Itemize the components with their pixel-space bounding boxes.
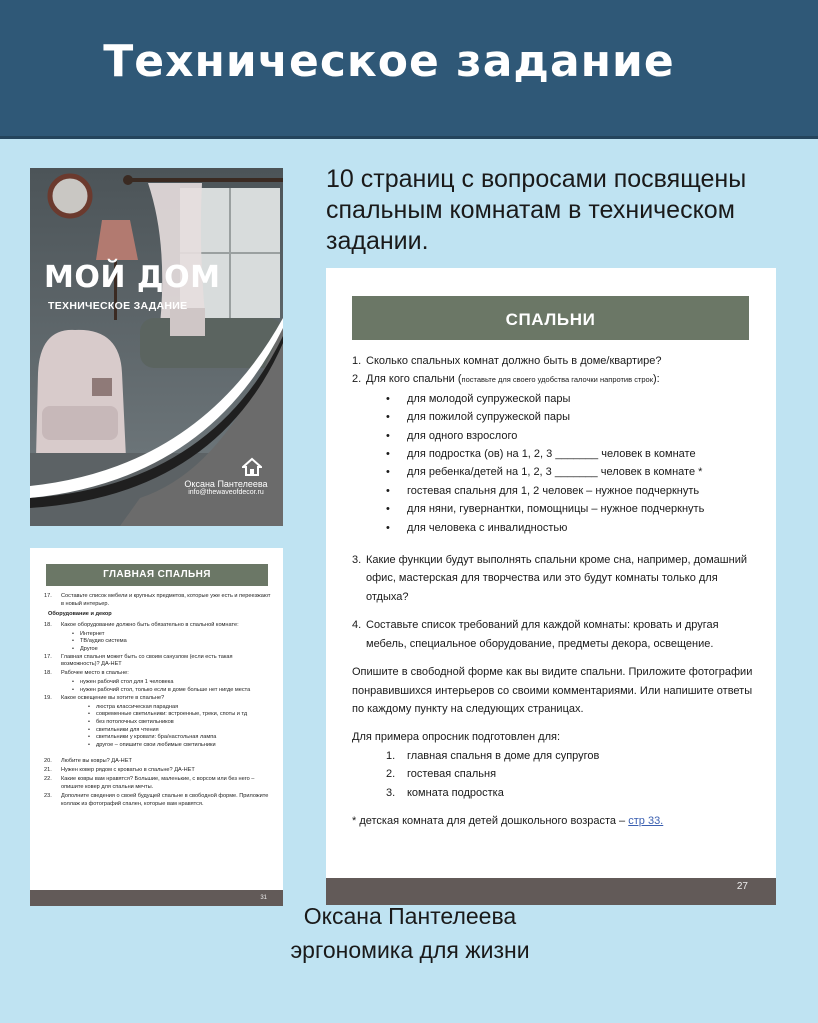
bullet-item: • нужен рабочий стол для 1 человека <box>44 679 272 687</box>
bullet-item: • для молодой супружеской пары <box>352 390 762 408</box>
section-title: ГЛАВНАЯ СПАЛЬНЯ <box>46 564 268 586</box>
question-list <box>352 352 762 830</box>
bullet-item: • без потолочных светильников <box>44 719 272 727</box>
footnote: * детская комната для детей дошкольного возраста – стр 33. <box>352 814 664 827</box>
list-item: 23. Дополните сведения о своей будущей спальне в свободной форме. Приложите коллаж из фотографий спален, которые вам нравятся. <box>44 793 269 807</box>
bullet-item: • нужен рабочий стол, только если в доме больше нет нигде места <box>44 687 272 695</box>
list-item: 18. Рабочее место в спальне: <box>44 670 129 677</box>
doc-page-bedrooms <box>326 268 776 905</box>
list-item: 17. Составьте список мебели и крупных предметов, которые уже есть и переезжают в новый интерьер. <box>44 593 271 607</box>
ordered-item: 2. гостевая спальня <box>386 768 497 781</box>
subsection-heading: Оборудование и декор <box>48 611 112 618</box>
cover-author: Оксана Пантелеева <box>184 479 268 489</box>
header-banner <box>0 0 818 139</box>
example-intro: Для примера опросник подготовлен для: <box>352 731 561 744</box>
ordered-item: 1. главная спальня в доме для супругов <box>386 749 600 762</box>
intro-text: 10 страниц с вопросами посвящены спальным комнатам в техническом задании. <box>326 165 747 255</box>
cover-email: info@thewaveofdecor.ru <box>188 489 264 496</box>
list-item: 3. Какие функции будут выполнять спальни кроме сна, например, домашний офис, мастерская для творчества или это будут комнаты только для отдыха? <box>352 554 747 603</box>
footer-author: Оксана Пантелеева <box>303 903 517 929</box>
page-number: 27 <box>736 881 748 892</box>
list-item: 17. Главная спальня может быть со своим санузлом (если есть такая возможность)? ДА-НЕТ <box>44 653 233 668</box>
bullet-item: • люстра классическая парадная <box>44 704 272 712</box>
doc-page-main-bedroom <box>30 548 283 906</box>
bullet-item: • для одного взрослого <box>352 427 762 445</box>
question-list <box>44 593 272 810</box>
book-cover <box>30 168 283 526</box>
bullet-item: • современные светильники: встроенные, треки, споты и тд <box>44 711 272 719</box>
list-item: 4. Составьте список требований для каждой комнаты: кровать и другая мебель, специальное оборудование, предметы декора, освещение. <box>352 619 719 650</box>
page-title: Техническое задание <box>103 36 675 87</box>
bullet-item: • для подростка (ов) на 1, 2, 3 _______ человек в комнате <box>352 445 762 463</box>
page-footer <box>326 878 776 905</box>
cover-title: МОЙ ДОМ <box>44 260 221 295</box>
bullet-item: • ТВ/аудио система <box>44 638 272 646</box>
bullet-item: • для человека с инвалидностью <box>352 519 762 537</box>
cover-subtitle: ТЕХНИЧЕСКОЕ ЗАДАНИЕ <box>48 300 188 312</box>
bullet-item: • для пожилой супружеской пары <box>352 408 762 426</box>
footer-tagline: эргономика для жизни <box>290 937 530 963</box>
bullet-item: • светильники у кровати: бра/настольная лампа <box>44 734 272 742</box>
bullet-item: • гостевая спальня для 1, 2 человек – нужное подчеркнуть <box>352 482 762 500</box>
bullet-item: • для ребенка/детей на 1, 2, 3 _______ человек в комнате * <box>352 463 762 481</box>
list-item: 20. Любите вы ковры? ДА-НЕТ <box>44 758 132 765</box>
ordered-item: 3. комната подростка <box>386 786 504 799</box>
section-title: СПАЛЬНИ <box>352 296 749 340</box>
bullet-item: • Интернет <box>44 631 272 639</box>
bullet-item: • для няни, гувернантки, помощницы – нужное подчеркнуть <box>352 500 762 518</box>
list-item: 21. Нужен ковер рядом с кроватью в спальне? ДА-НЕТ <box>44 767 195 774</box>
list-item: 18. Какое оборудование должно быть обязательно в спальной комнате: <box>44 621 239 628</box>
bullet-item: • другое – опишите свои любимые светильники <box>44 742 272 750</box>
page-link[interactable]: стр 33. <box>628 814 664 827</box>
description-paragraph: Опишите в свободной форме как вы видите спальни. Приложите фотографии понравившихся интерьеров со своими комментариями. Или напишите ответы по каждому пункту на следующих страницах. <box>352 666 753 715</box>
list-item: 1. Сколько спальных комнат должно быть в доме/квартире? <box>352 355 662 367</box>
bullet-item: • светильники для чтения <box>44 727 272 735</box>
list-item: 22. Какие ковры вам нравятся? Большие, маленькие, с ворсом или без него – опишите ковер для спальни мечты. <box>44 776 255 791</box>
list-item: 19. Какое освещение вы хотите в спальне? <box>44 694 165 701</box>
list-item: 2. Для кого спальни (поставьте для своего удобства галочки напротив строк): <box>352 373 660 386</box>
page-number: 31 <box>260 895 267 901</box>
bullet-item: • Другое <box>44 646 272 654</box>
